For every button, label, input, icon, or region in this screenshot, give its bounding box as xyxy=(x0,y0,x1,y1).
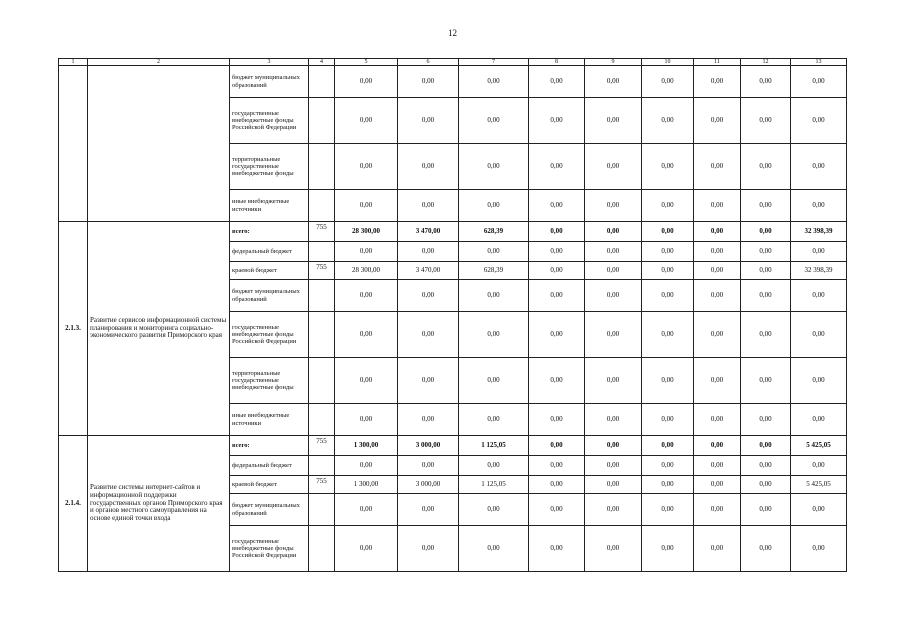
column-header: 7 xyxy=(459,59,529,66)
amount-cell: 0,00 xyxy=(459,190,529,222)
funding-source: бюджет муниципальных образований xyxy=(230,66,309,98)
amount-cell: 0,00 xyxy=(459,456,529,476)
table-row xyxy=(59,66,847,98)
amount-cell: 0,00 xyxy=(459,404,529,436)
amount-cell: 0,00 xyxy=(791,280,847,312)
amount-cell: 0,00 xyxy=(642,190,694,222)
amount-cell: 0,00 xyxy=(529,404,585,436)
table-row xyxy=(59,436,847,456)
amount-cell: 0,00 xyxy=(694,190,741,222)
amount-cell: 0,00 xyxy=(529,242,585,262)
amount-cell: 0,00 xyxy=(398,312,459,358)
funding-source: краевой бюджет xyxy=(230,262,309,280)
amount-cell: 0,00 xyxy=(529,98,585,144)
funding-source: иные внебюджетные источники xyxy=(230,404,309,436)
amount-cell: 0,00 xyxy=(529,358,585,404)
amount-cell: 0,00 xyxy=(694,144,741,190)
budget-code xyxy=(309,526,335,572)
amount-cell: 0,00 xyxy=(529,494,585,526)
amount-cell: 0,00 xyxy=(398,98,459,144)
amount-cell: 0,00 xyxy=(741,190,791,222)
amount-cell: 0,00 xyxy=(741,526,791,572)
amount-cell: 0,00 xyxy=(741,262,791,280)
amount-cell: 0,00 xyxy=(694,312,741,358)
amount-cell: 0,00 xyxy=(642,476,694,494)
amount-cell: 0,00 xyxy=(529,66,585,98)
amount-cell: 0,00 xyxy=(529,144,585,190)
amount-cell: 0,00 xyxy=(585,456,642,476)
amount-cell: 32 398,39 xyxy=(791,222,847,242)
page-number: 12 xyxy=(448,28,457,38)
funding-source: иные внебюджетные источники xyxy=(230,190,309,222)
budget-code xyxy=(309,242,335,262)
item-number xyxy=(59,66,88,222)
amount-cell: 0,00 xyxy=(585,494,642,526)
amount-cell: 0,00 xyxy=(741,494,791,526)
column-header: 2 xyxy=(88,59,230,66)
amount-cell: 0,00 xyxy=(741,312,791,358)
item-number: 2.1.4. xyxy=(59,436,88,572)
amount-cell: 0,00 xyxy=(459,242,529,262)
budget-code: 755 xyxy=(309,262,335,280)
amount-cell: 0,00 xyxy=(529,222,585,242)
amount-cell: 0,00 xyxy=(791,242,847,262)
amount-cell: 0,00 xyxy=(585,436,642,456)
budget-code xyxy=(309,66,335,98)
amount-cell: 0,00 xyxy=(585,358,642,404)
amount-cell: 0,00 xyxy=(791,190,847,222)
amount-cell: 0,00 xyxy=(398,144,459,190)
funding-source: государственные внебюджетные фонды Российской Федерации xyxy=(230,526,309,572)
column-header: 3 xyxy=(230,59,309,66)
amount-cell: 0,00 xyxy=(642,262,694,280)
amount-cell: 0,00 xyxy=(791,144,847,190)
amount-cell: 1 125,05 xyxy=(459,436,529,456)
budget-table xyxy=(58,58,847,572)
amount-cell: 0,00 xyxy=(459,280,529,312)
amount-cell: 0,00 xyxy=(791,456,847,476)
funding-source: территориальные государственные внебюджетные фонды xyxy=(230,144,309,190)
column-header: 13 xyxy=(791,59,847,66)
budget-code xyxy=(309,190,335,222)
amount-cell: 0,00 xyxy=(585,476,642,494)
column-header: 12 xyxy=(741,59,791,66)
amount-cell: 0,00 xyxy=(335,280,398,312)
header-row xyxy=(59,59,847,66)
amount-cell: 0,00 xyxy=(694,262,741,280)
amount-cell: 0,00 xyxy=(791,66,847,98)
amount-cell: 0,00 xyxy=(741,242,791,262)
amount-cell: 32 398,39 xyxy=(791,262,847,280)
amount-cell: 0,00 xyxy=(335,494,398,526)
budget-code xyxy=(309,144,335,190)
item-number: 2.1.3. xyxy=(59,222,88,436)
amount-cell: 0,00 xyxy=(585,98,642,144)
amount-cell: 0,00 xyxy=(694,280,741,312)
amount-cell: 0,00 xyxy=(642,494,694,526)
budget-code xyxy=(309,494,335,526)
amount-cell: 0,00 xyxy=(741,98,791,144)
amount-cell: 0,00 xyxy=(694,436,741,456)
amount-cell: 0,00 xyxy=(398,494,459,526)
amount-cell: 5 425,05 xyxy=(791,476,847,494)
amount-cell: 3 000,00 xyxy=(398,436,459,456)
amount-cell: 0,00 xyxy=(529,436,585,456)
amount-cell: 0,00 xyxy=(335,404,398,436)
amount-cell: 0,00 xyxy=(694,456,741,476)
amount-cell: 1 300,00 xyxy=(335,476,398,494)
amount-cell: 0,00 xyxy=(459,144,529,190)
amount-cell: 0,00 xyxy=(585,404,642,436)
amount-cell: 28 300,00 xyxy=(335,262,398,280)
amount-cell: 0,00 xyxy=(741,436,791,456)
amount-cell: 0,00 xyxy=(694,358,741,404)
amount-cell: 0,00 xyxy=(741,358,791,404)
amount-cell: 0,00 xyxy=(642,358,694,404)
amount-cell: 3 000,00 xyxy=(398,476,459,494)
amount-cell: 0,00 xyxy=(694,98,741,144)
amount-cell: 0,00 xyxy=(741,476,791,494)
amount-cell: 0,00 xyxy=(585,280,642,312)
funding-source: всего: xyxy=(230,222,309,242)
amount-cell: 0,00 xyxy=(585,144,642,190)
funding-source: государственные внебюджетные фонды Российской Федерации xyxy=(230,312,309,358)
amount-cell: 0,00 xyxy=(529,262,585,280)
amount-cell: 0,00 xyxy=(335,456,398,476)
amount-cell: 1 125,05 xyxy=(459,476,529,494)
amount-cell: 28 300,00 xyxy=(335,222,398,242)
amount-cell: 3 470,00 xyxy=(398,222,459,242)
amount-cell: 0,00 xyxy=(529,476,585,494)
amount-cell: 0,00 xyxy=(791,358,847,404)
amount-cell: 0,00 xyxy=(335,66,398,98)
amount-cell: 0,00 xyxy=(791,312,847,358)
amount-cell: 0,00 xyxy=(694,222,741,242)
funding-source: федеральный бюджет xyxy=(230,456,309,476)
amount-cell: 0,00 xyxy=(585,66,642,98)
amount-cell: 0,00 xyxy=(694,404,741,436)
amount-cell: 0,00 xyxy=(335,242,398,262)
amount-cell: 1 300,00 xyxy=(335,436,398,456)
amount-cell: 0,00 xyxy=(335,144,398,190)
amount-cell: 0,00 xyxy=(585,242,642,262)
amount-cell: 0,00 xyxy=(398,66,459,98)
amount-cell: 0,00 xyxy=(741,456,791,476)
amount-cell: 0,00 xyxy=(642,222,694,242)
item-title: Развитие системы интернет-сайтов и информационной поддержки государственных органов Приморского края и органов местного самоуправления на основе единой точки входа xyxy=(88,436,230,572)
amount-cell: 0,00 xyxy=(741,404,791,436)
column-header: 11 xyxy=(694,59,741,66)
amount-cell: 0,00 xyxy=(529,190,585,222)
amount-cell: 628,39 xyxy=(459,262,529,280)
funding-source: бюджет муниципальных образований xyxy=(230,494,309,526)
amount-cell: 0,00 xyxy=(459,98,529,144)
budget-code: 755 xyxy=(309,476,335,494)
column-header: 5 xyxy=(335,59,398,66)
amount-cell: 0,00 xyxy=(335,190,398,222)
amount-cell: 0,00 xyxy=(642,98,694,144)
amount-cell: 0,00 xyxy=(398,358,459,404)
amount-cell: 0,00 xyxy=(585,190,642,222)
column-header: 9 xyxy=(585,59,642,66)
amount-cell: 0,00 xyxy=(694,476,741,494)
amount-cell: 0,00 xyxy=(694,66,741,98)
amount-cell: 0,00 xyxy=(335,312,398,358)
amount-cell: 0,00 xyxy=(642,404,694,436)
amount-cell: 0,00 xyxy=(585,262,642,280)
funding-source: государственные внебюджетные фонды Российской Федерации xyxy=(230,98,309,144)
column-header: 4 xyxy=(309,59,335,66)
amount-cell: 0,00 xyxy=(791,526,847,572)
amount-cell: 0,00 xyxy=(398,242,459,262)
amount-cell: 0,00 xyxy=(459,66,529,98)
amount-cell: 0,00 xyxy=(642,436,694,456)
amount-cell: 0,00 xyxy=(335,358,398,404)
amount-cell: 5 425,05 xyxy=(791,436,847,456)
amount-cell: 0,00 xyxy=(791,494,847,526)
amount-cell: 0,00 xyxy=(741,222,791,242)
amount-cell: 0,00 xyxy=(642,144,694,190)
amount-cell: 0,00 xyxy=(694,242,741,262)
table-row xyxy=(59,222,847,242)
item-title: Развитие сервисов информационной системы планирования и мониторинга социально-экономического развития Приморского края xyxy=(88,222,230,436)
amount-cell: 0,00 xyxy=(459,526,529,572)
funding-source: федеральный бюджет xyxy=(230,242,309,262)
amount-cell: 0,00 xyxy=(398,404,459,436)
amount-cell: 0,00 xyxy=(585,312,642,358)
budget-code: 755 xyxy=(309,436,335,456)
item-title xyxy=(88,66,230,222)
amount-cell: 0,00 xyxy=(529,312,585,358)
amount-cell: 0,00 xyxy=(398,456,459,476)
amount-cell: 0,00 xyxy=(398,526,459,572)
amount-cell: 0,00 xyxy=(694,494,741,526)
column-header: 1 xyxy=(59,59,88,66)
amount-cell: 0,00 xyxy=(398,280,459,312)
amount-cell: 0,00 xyxy=(398,190,459,222)
column-header: 8 xyxy=(529,59,585,66)
amount-cell: 0,00 xyxy=(642,526,694,572)
amount-cell: 0,00 xyxy=(791,404,847,436)
funding-source: краевой бюджет xyxy=(230,476,309,494)
amount-cell: 0,00 xyxy=(642,66,694,98)
amount-cell: 0,00 xyxy=(642,242,694,262)
amount-cell: 0,00 xyxy=(459,358,529,404)
budget-code: 755 xyxy=(309,222,335,242)
budget-code xyxy=(309,280,335,312)
funding-source: территориальные государственные внебюджетные фонды xyxy=(230,358,309,404)
amount-cell: 0,00 xyxy=(335,98,398,144)
amount-cell: 0,00 xyxy=(642,456,694,476)
amount-cell: 0,00 xyxy=(642,280,694,312)
amount-cell: 0,00 xyxy=(741,66,791,98)
amount-cell: 0,00 xyxy=(741,144,791,190)
amount-cell: 0,00 xyxy=(642,312,694,358)
amount-cell: 3 470,00 xyxy=(398,262,459,280)
amount-cell: 0,00 xyxy=(529,280,585,312)
amount-cell: 628,39 xyxy=(459,222,529,242)
amount-cell: 0,00 xyxy=(335,526,398,572)
budget-code xyxy=(309,98,335,144)
column-header: 10 xyxy=(642,59,694,66)
amount-cell: 0,00 xyxy=(585,222,642,242)
amount-cell: 0,00 xyxy=(791,98,847,144)
funding-source: бюджет муниципальных образований xyxy=(230,280,309,312)
budget-code xyxy=(309,358,335,404)
amount-cell: 0,00 xyxy=(529,456,585,476)
budget-code xyxy=(309,312,335,358)
amount-cell: 0,00 xyxy=(741,280,791,312)
table-body xyxy=(59,59,847,572)
amount-cell: 0,00 xyxy=(529,526,585,572)
amount-cell: 0,00 xyxy=(459,312,529,358)
amount-cell: 0,00 xyxy=(694,526,741,572)
amount-cell: 0,00 xyxy=(585,526,642,572)
funding-source: всего: xyxy=(230,436,309,456)
budget-code xyxy=(309,456,335,476)
budget-code xyxy=(309,404,335,436)
column-header: 6 xyxy=(398,59,459,66)
amount-cell: 0,00 xyxy=(459,494,529,526)
